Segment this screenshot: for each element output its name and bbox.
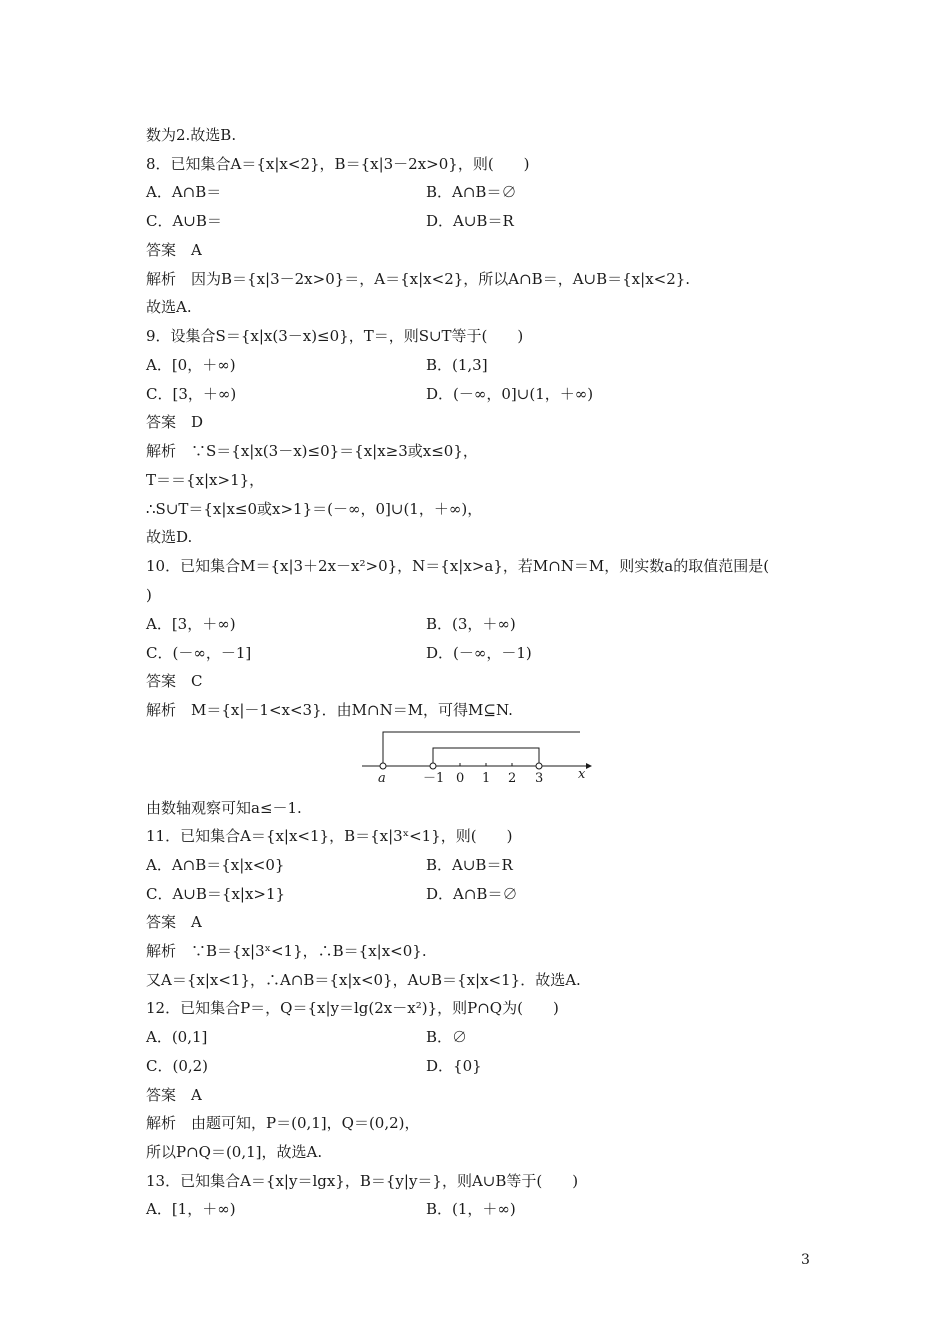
choices-row xyxy=(146,1056,846,1076)
choice-c: C．A∪B＝ xyxy=(146,212,222,230)
question-11: 11．已知集合A＝{x|x<1}，B＝{x|3ˣ<1}，则( ) xyxy=(146,827,513,845)
choice-b: B．A∪B＝R xyxy=(426,856,513,874)
choices-row xyxy=(146,855,846,875)
choice-a: A．[1，＋∞) xyxy=(146,1200,236,1218)
choice-d: D．A∪B＝R xyxy=(426,212,514,230)
text-line: ∴S∪T＝{x|x≤0或x>1}＝(－∞，0]∪(1，＋∞)， xyxy=(146,500,483,518)
choice-a: A．[0，＋∞) xyxy=(146,356,236,374)
open-point-neg1 xyxy=(430,763,436,769)
choice-d: D．(－∞，0]∪(1，＋∞) xyxy=(426,385,594,403)
text-line: ) xyxy=(146,586,152,604)
answer-line: 答案 A xyxy=(146,1086,202,1104)
axis-label-x: x xyxy=(578,767,586,782)
text-line: 数为2.故选B. xyxy=(146,126,237,144)
text-line: 由数轴观察可知a≤－1. xyxy=(146,799,302,817)
choice-c: C．A∪B＝{x|x>1} xyxy=(146,885,286,903)
text-line: 故选D. xyxy=(146,528,193,546)
tick-label-0: 0 xyxy=(456,771,465,786)
choice-c: C．[3，＋∞) xyxy=(146,385,237,403)
question-9: 9．设集合S＝{x|x(3－x)≤0}，T＝，则S∪T等于( ) xyxy=(146,327,524,345)
analysis-line: 解析 ∵S＝{x|x(3－x)≤0}＝{x|x≥3或x≤0}， xyxy=(146,442,478,460)
analysis-line: 解析 ∵B＝{x|3ˣ<1}，∴B＝{x|x<0}. xyxy=(146,942,427,960)
page-number: 3 xyxy=(801,1252,810,1268)
choices-row xyxy=(146,182,846,202)
choice-c: C．(－∞，－1] xyxy=(146,644,252,662)
set-n-bracket xyxy=(383,732,580,766)
question-13: 13．已知集合A＝{x|y＝lgx}，B＝{y|y＝}，则A∪B等于( ) xyxy=(146,1172,579,1190)
text-line: T＝＝{x|x>1}， xyxy=(146,471,265,489)
tick-label-neg1: －1 xyxy=(423,771,445,786)
answer-line: 答案 A xyxy=(146,241,202,259)
answer-line: 答案 D xyxy=(146,413,204,431)
choice-c: C．(0,2) xyxy=(146,1057,209,1075)
open-point-3 xyxy=(536,763,542,769)
analysis-line: 解析 M＝{x|－1<x<3}．由M∩N＝M，可得M⊆N. xyxy=(146,701,513,719)
analysis-line: 解析 因为B＝{x|3－2x>0}＝，A＝{x|x<2}，所以A∩B＝，A∪B＝{x|x<2}. xyxy=(146,270,691,288)
choice-a: A．A∩B＝{x|x<0} xyxy=(146,856,285,874)
answer-line: 答案 A xyxy=(146,913,202,931)
choice-b: B．∅ xyxy=(426,1028,468,1046)
choices-row xyxy=(146,614,846,634)
axis-arrow-icon xyxy=(586,763,592,769)
question-12: 12．已知集合P＝，Q＝{x|y＝lg(2x－x²)}，则P∩Q为( ) xyxy=(146,999,559,1017)
choices-row xyxy=(146,384,846,404)
choice-b: B．(3，＋∞) xyxy=(426,615,516,633)
tick-label-1: 1 xyxy=(482,771,491,786)
text-line: 所以P∩Q＝(0,1]，故选A. xyxy=(146,1143,323,1161)
choices-row xyxy=(146,355,846,375)
choices-row xyxy=(146,1199,846,1219)
tick-label-2: 2 xyxy=(508,771,517,786)
text-line: 故选A. xyxy=(146,298,192,316)
choice-b: B．(1，＋∞) xyxy=(426,1200,516,1218)
choices-row xyxy=(146,211,846,231)
choice-a: A．[3，＋∞) xyxy=(146,615,236,633)
question-10: 10．已知集合M＝{x|3＋2x－x²>0}，N＝{x|x>a}，若M∩N＝M，则实数a的取值范围是( xyxy=(146,557,770,575)
choice-a: A．A∩B＝ xyxy=(146,183,222,201)
tick-label-3: 3 xyxy=(535,771,544,786)
answer-line: 答案 C xyxy=(146,672,203,690)
text-line: 又A＝{x|x<1}，∴A∩B＝{x|x<0}，A∪B＝{x|x<1}．故选A. xyxy=(146,971,581,989)
choices-row xyxy=(146,1027,846,1047)
analysis-line: 解析 由题可知，P＝(0,1]，Q＝(0,2)， xyxy=(146,1114,420,1132)
open-point-a xyxy=(380,763,386,769)
tick-label-a: a xyxy=(378,771,386,786)
number-line-figure xyxy=(360,726,600,788)
choice-d: D．A∩B＝∅ xyxy=(426,885,518,903)
question-8: 8．已知集合A＝{x|x<2}，B＝{x|3－2x>0}，则( ) xyxy=(146,155,530,173)
choice-b: B．A∩B＝∅ xyxy=(426,183,517,201)
choices-row xyxy=(146,884,846,904)
choice-b: B．(1,3] xyxy=(426,356,488,374)
choice-a: A．(0,1] xyxy=(146,1028,208,1046)
choice-d: D．{0} xyxy=(426,1057,482,1075)
choice-d: D．(－∞，－1) xyxy=(426,644,532,662)
choices-row xyxy=(146,643,846,663)
